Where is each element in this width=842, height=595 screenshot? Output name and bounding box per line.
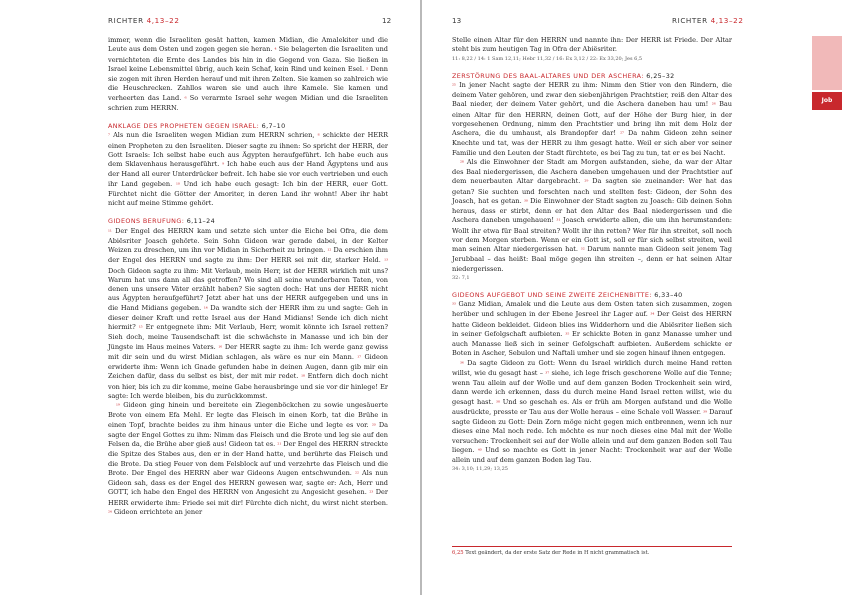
section-reference: 6,25–32 <box>646 71 675 80</box>
section-heading <box>108 217 388 226</box>
section-heading <box>108 122 388 131</box>
section-reference: 6,33–40 <box>654 290 683 299</box>
footnote-reference: 6,25 <box>452 550 464 556</box>
section-title: ZERSTÖRUNG DES BAAL-ALTARES UND DER ASCHERA: <box>452 71 644 80</box>
right-page <box>422 0 842 595</box>
left-page <box>0 0 420 595</box>
scripture-paragraph: ⁷ Als nun die Israeliten wegen Midian zum HERRN schrien, ⁸ schickte der HERR einen Propheten zu den Israeliten. Dieser sagte zu ihnen: So spricht der HERR, der Gott Israels: Ich selbst habe euch aus Ägypten heraufgeführt. Ich habe euch aus dem Sklavenhaus herausgeführt. ⁹ Ich habe euch aus der Hand Ägyptens und aus der Hand all eurer Unterdrücker befreit. Ich habe sie vor euch vertrieben und euch ihr Land gegeben. ¹⁰ Und ich habe euch gesagt: Ich bin der HERR, euer Gott. Fürchtet nicht die Götter der Amoriter, in deren Land ihr wohnt! Aber ihr habt nicht auf meine Stimme gehört. <box>108 131 388 207</box>
scripture-paragraph: ¹⁹ Gideon ging hinein und bereitete ein Ziegenböckchen zu sowie ungesäuerte Brote von einem Efa Mehl. Er legte das Fleisch in einen Korb, tat die Brühe in einen Topf, brachte beides zu ihm hinaus unter die Eiche und legte es vor. ²⁰ Da sagte der Engel Gottes zu ihm: Nimm das Fleisch und die Brote und leg sie auf den Felsen da, die Brühe aber gieß aus! Gideon tat es. ²¹ Der Engel des HERRN streckte die Spitze des Stabes aus, den er in der Hand hatte, und berührte das Fleisch und die Brote. Da stieg Feuer von dem Felsblock auf und verzehrte das Fleisch und die Brote. Der Engel des HERRN aber war Gideons Augen entschwunden. ²² Als nun Gideon sah, dass es der Engel des HERRN gewesen war, sagte er: Ach, Herr und GOTT, ich habe den Engel des HERRN von Angesicht zu Angesicht gesehen. ²³ Der HERR erwiderte ihm: Friede sei mit dir! Fürchte dich nicht, du wirst nicht sterben. ²⁴ Gideon errichtete an jener <box>108 401 389 516</box>
cross-references: 32: 7,1 <box>452 274 470 281</box>
running-head-left <box>108 16 180 25</box>
section-title: GIDEONS BERUFUNG: <box>108 217 185 226</box>
cross-references: 11: 8,22 / 14: 1 Sam 12,11; Hebr 11,32 / 16: Ex 3,12 / 22: Ex 33,20; Jes 6,5 <box>452 55 643 62</box>
scripture-paragraph: ¹¹ Der Engel des HERRN kam und setzte sich unter die Eiche bei Ofra, die dem Abiësriter Joasch gehörte. Sein Sohn Gideon war gerade dabei, in der Kelter Weizen zu dreschen, um ihn vor Midian in Sicherheit zu bringen. ¹² Da erschien ihm der Engel des HERRN und sagte zu ihm: Der HERR sei mit dir, starker Held. ¹³ Doch Gideon sagte zu ihm: Mit Verlaub, mein Herr, ist der HERR wirklich mit uns? Warum hat uns dann all das getroffen? Wo sind all seine wunderbaren Taten, von denen uns unsere Väter erzählt haben? Sie sagten doch: Hat uns der HERR nicht aus Ägypten heraufgeführt? Jetzt aber hat uns der HERR aufgegeben und uns in die Hand Midians gegeben. ¹⁴ Da wandte sich der HERR ihm zu und sagte: Geh in dieser deiner Kraft und rette Israel aus der Hand Midians! Sende ich dich nicht hiermit? ¹⁵ Er entgegnete ihm: Mit Verlaub, Herr, womit könnte ich Israel retten? Sieh doch, meine Tausendschaft ist die schwächste in Manasse und ich bin der Jüngste im Haus meines Vaters. ¹⁶ Der HERR sagte zu ihm: Ich werde ganz gewiss mit dir sein und du wirst Midian schlagen, als wäre es nur ein Mann. ¹⁷ Gideon erwiderte ihm: Wenn ich Gnade gefunden habe in deinen Augen, dann gib mir ein Zeichen dafür, dass du selbst es bist, der mit mir redet. ¹⁸ Entfern dich doch nicht von hier, bis ich zu dir komme, meine Gabe herausbringe und sie vor dir hinlege! Er sagte: Ich werde bleiben, bis du zurückkommst. <box>108 226 388 400</box>
running-head-right <box>672 16 744 25</box>
section-reference: 6,11–24 <box>186 217 216 226</box>
left-text-column <box>108 36 388 518</box>
section-heading <box>452 72 732 81</box>
book-title: RICHTER <box>672 16 708 25</box>
chapter-reference: 4,13–22 <box>146 16 180 25</box>
scripture-paragraph: Stelle einen Altar für den HERRN und nannte ihn: Der HERR ist Friede. Der Altar steht bis zum heutigen Tag in Ofra der Abiësriter. <box>452 36 732 54</box>
scripture-paragraph: ³⁶ Da sagte Gideon zu Gott: Wenn du Israel wirklich durch meine Hand retten willst, wie du gesagt hast – ³⁷ siehe, ich lege frisch geschorene Wolle auf die Tenne; wenn Tau allein auf der Wolle und auf dem ganzen Boden Trockenheit sein wird, dann werde ich erkennen, dass du durch meine Hand Israel retten willst, wie du gesagt hast. ³⁸ Und so geschah es. Als er früh am Morgen aufstand und die Wolle ausdrückte, presste er Tau aus der Wolle heraus – eine Schale voll Wasser. ³⁹ Darauf sagte Gideon zu Gott: Dein Zorn möge nicht gegen mich entbrennen, wenn ich nur dieses eine Mal noch rede. Ich möchte es nur noch dieses eine Mal mit der Wolle versuchen: Trockenheit sei auf der Wolle allein und auf dem ganzen Boden soll Tau liegen. ⁴⁰ Und so machte es Gott in jener Nacht: Trockenheit war auf der Wolle allein und auf dem ganzen Boden lag Tau. <box>452 358 733 464</box>
footnote-rule <box>452 546 732 547</box>
thumb-tab-previous[interactable] <box>812 36 842 90</box>
page-number-right: 13 <box>452 16 462 25</box>
scripture-paragraph: ³³ Ganz Midian, Amalek und die Leute aus dem Osten taten sich zusammen, zogen herüber und schlugen in der Ebene Jesreel ihr Lager auf. ³⁴ Der Geist des HERRN hatte Gideon bekleidet. Gideon blies ins Widderhorn und die Abiësriter ließen sich in seiner Gefolgschaft aufbieten. ³⁵ Er schickte Boten in ganz Manasse umher und auch Manasse ließ sich in seiner Gefolgschaft aufbieten. Außerdem schickte er Boten in Ascher, Sebulon und Naftali umher und sie zogen hinauf ihnen entgegen. <box>452 300 732 358</box>
scripture-paragraph: ²⁵ In jener Nacht sagte der HERR zu ihm: Nimm den Stier von den Rindern, die deinem Vater gehören, und zwar den siebenjährigen Prachtstier, reiß den Altar des Baal nieder, der deinem Vater gehört, und die Aschera daneben hau um! ²⁶ Bau einen Altar für den HERRN, deinen Gott, auf der Höhe der Burg hier, in der vorgesehenen Ordnung, nimm den Prachtstier und bring ihn mit dem Holz der Aschera, die du umhaust, als Brandopfer dar! ²⁷ Da nahm Gideon zehn seiner Knechte und tat, was der HERR zu ihm gesagt hatte. Weil er sich aber vor seiner Familie und den Leuten der Stadt fürchtete, es bei Tag zu tun, tat er es bei Nacht. <box>452 80 733 157</box>
section-title: GIDEONS AUFGEBOT UND SEINE ZWEITE ZEICHENBITTE: <box>452 290 652 299</box>
cross-references: 34: 3,10; 11,29; 13,25 <box>452 466 508 473</box>
page-number-left: 12 <box>382 16 392 25</box>
scripture-paragraph: ²⁸ Als die Einwohner der Stadt am Morgen aufstanden, siehe, da war der Altar des Baal niedergerissen, die Aschera daneben umgehauen und der Prachtstier auf dem neuerbauten Altar dargebracht. ²⁹ Da sagten sie zueinander: Wer hat das getan? Sie suchten und forschten nach und stellten fest: Gideon, der Sohn des Joasch, hat es getan. ³⁰ Die Einwohner der Stadt sagten zu Joasch: Gib deinen Sohn heraus, dass er stirbt, denn er hat den Altar des Baal niedergerissen und die Aschera daneben umgehauen! ³¹ Joasch erwiderte allen, die um ihn herumstanden: Wollt ihr etwa für Baal streiten? Wollt ihr ihn retten? Wer für ihn streitet, soll noch vor dem Morgen sterben. Wenn er ein Gott ist, soll er für sich selbst streiten, weil man seinen Altar niedergerissen hat. ³² Darum nannte man Gideon seit jenem Tag Jerubbaal – das heißt: Baal möge gegen ihn streiten –, denn er hat seinen Altar niedergerissen. <box>452 157 732 273</box>
section-reference: 6,7–10 <box>261 122 286 130</box>
section-heading <box>452 291 732 300</box>
chapter-reference: 4,13–22 <box>710 16 744 25</box>
book-title: RICHTER <box>108 16 144 25</box>
scripture-paragraph: immer, wenn die Israeliten gesät hatten, kamen Midian, die Amalekiter und die Leute aus dem Osten und zogen gegen sie heran. ⁴ Sie belagerten die Israeliten und vernichteten die Ernte des Landes bis hin in die Gegend von Gaza. Sie ließen in Israel keine Lebensmittel übrig, auch kein Schaf, kein Rind und keinen Esel. ⁵ Denn sie zogen mit ihren Herden herauf und mit ihren Zelten. Sie kamen so zahlreich wie die Heuschrecken. Zahllos waren sie und auch ihre Kamele. Sie kamen und verheerten das Land. ⁶ So verarmte Israel sehr wegen Midian und die Israeliten schrien zum HERRN. <box>108 36 388 112</box>
thumb-tab-label: Job <box>821 97 833 104</box>
right-text-column <box>452 36 732 473</box>
section-title: ANKLAGE DES PROPHETEN GEGEN ISRAEL: <box>108 122 260 130</box>
footnote <box>452 550 742 556</box>
footnote-text: Text geändert, da der erste Satz der Rede in H nicht grammatisch ist. <box>465 550 650 556</box>
